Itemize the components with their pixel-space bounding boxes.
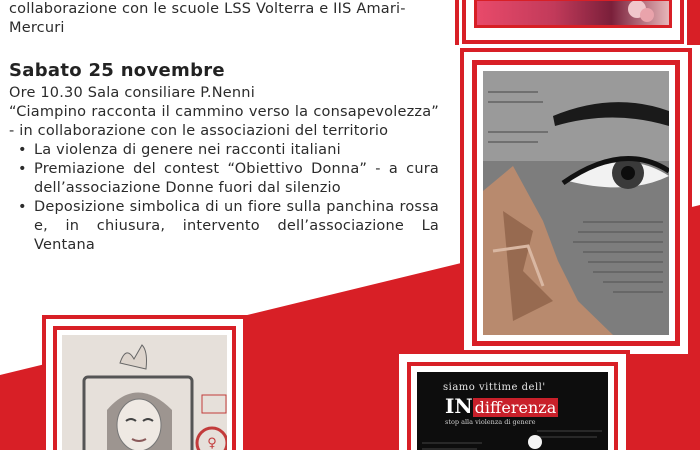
poster-title-rest: differenza: [474, 398, 557, 417]
poster-inner-border: [407, 362, 618, 450]
poster-image: [417, 372, 608, 450]
drawing-frame: [42, 315, 247, 450]
event-date-heading: Sabato 25 novembre: [9, 60, 225, 81]
event-description: “Ciampino racconta il cammino verso la consapevolezza” - in collaborazione con le associazioni del territorio: [9, 104, 439, 139]
intro-text: collaborazione con le scuole LSS Volterra e IIS Amari-Mercuri: [9, 1, 406, 36]
poster-figure: [417, 372, 608, 450]
event-time-place: Ore 10.30 Sala consiliare P.Nenni: [9, 85, 255, 101]
top-right-artwork: [474, 0, 672, 28]
event-program-list: [9, 141, 439, 255]
poster-line1: siamo vittime dell': [443, 382, 546, 393]
program-item: • Premiazione del contest “Obiettivo Donna” - a cura dell’associazione Donne fuori dal silenzio: [9, 160, 439, 198]
poster-tagline: stop alla violenza di genere: [445, 418, 536, 426]
poster-frame: [395, 350, 630, 450]
drawing-image: [62, 335, 227, 450]
poster-title-prefix: IN: [445, 394, 473, 418]
top-right-artwork-frame: [462, 0, 684, 44]
svg-text:♀: ♀: [207, 436, 217, 450]
program-item: • La violenza di genere nei racconti italiani: [9, 141, 439, 160]
eye-collage-inner-border: [472, 60, 680, 346]
drawing-inner-border: [53, 326, 236, 450]
eye-collage-image: [483, 71, 669, 335]
event-details: [9, 84, 439, 255]
flower-icon: [477, 1, 672, 28]
eye-collage-frame: [460, 48, 692, 358]
program-item: • Deposizione simbolica di un fiore sulla panchina rossa e, in chiusura, intervento dell’associazione La Ventana: [9, 198, 439, 255]
